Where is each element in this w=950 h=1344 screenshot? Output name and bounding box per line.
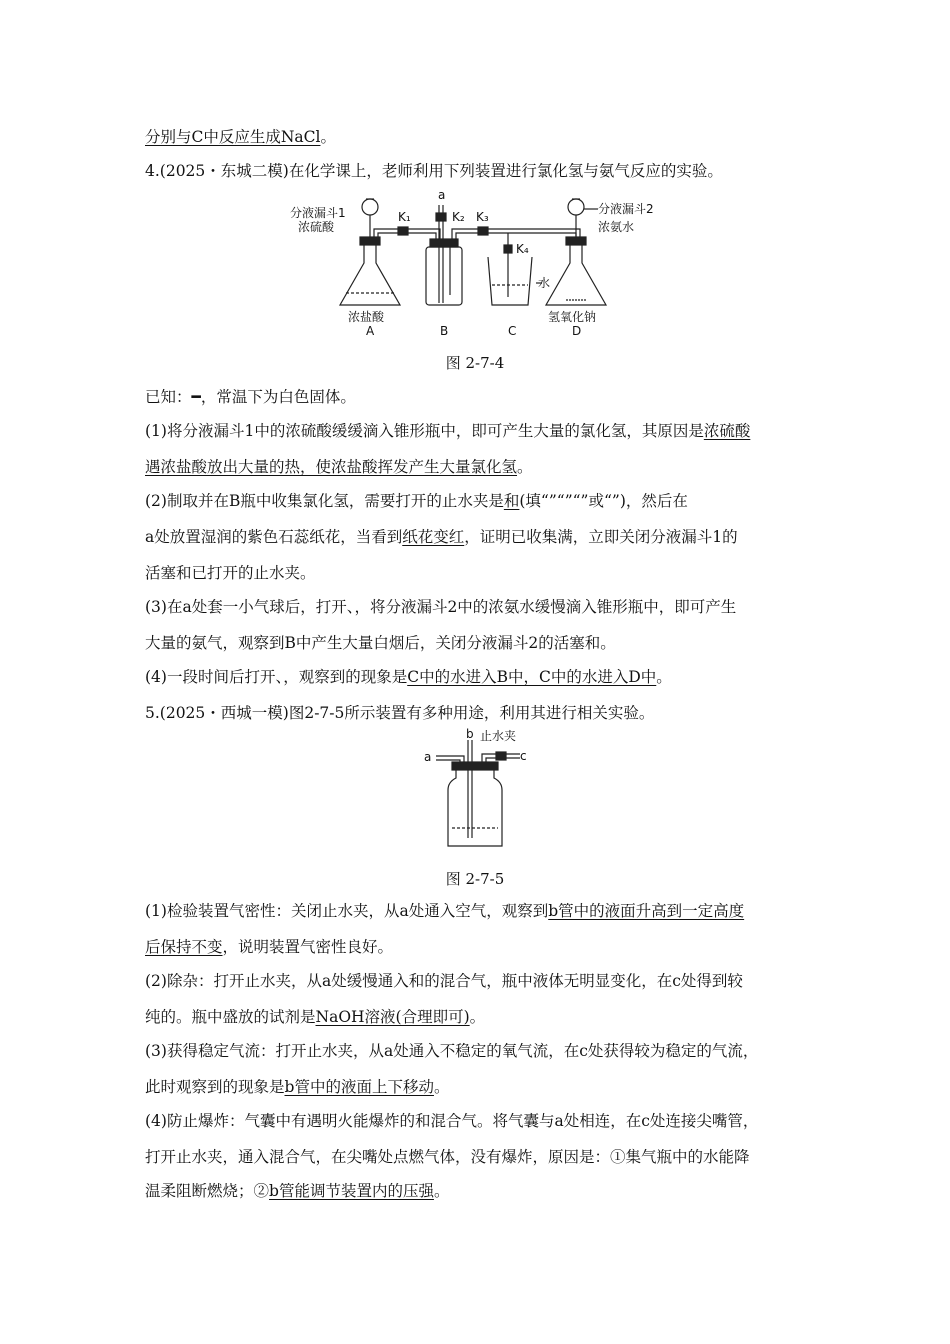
bottle-b [426, 247, 462, 305]
label-shui: 水 [538, 276, 551, 290]
clamp-k3 [478, 227, 488, 235]
flask-d [546, 243, 606, 305]
label-k1: K₁ [398, 210, 411, 224]
q5-part-4-line-2: 打开止水夹，通入混合气，在尖嘴处点燃气体，没有爆炸，原因是：①集气瓶中的水能降 [145, 1148, 750, 1166]
clamp-k4 [504, 245, 512, 253]
text: 此时观察到的现象是 [145, 1078, 285, 1096]
answer-underline: b管能调节装置内的压强 [269, 1182, 434, 1200]
text: (2)制取并在B瓶中收集氯化氢，需要打开的止水夹是 [145, 492, 504, 510]
label-qingyanghuana: 氢氧化钠 [548, 310, 597, 324]
figure-caption-2: 图 2-7-5 [445, 870, 505, 888]
separatory-funnel-2 [568, 199, 584, 215]
label-nongyansuan: 浓盐酸 [348, 310, 385, 324]
part-3-line-2: 大量的氨气，观察到B中产生大量白烟后，关闭分液漏斗2的活塞和。 [145, 634, 616, 652]
label-a: a [424, 750, 432, 764]
gas-bottle [448, 768, 502, 846]
part-2-line-2 [145, 526, 738, 548]
answer-underline: C中的水进入B中，C中的水进入D中 [407, 668, 657, 686]
label-C: C [508, 324, 517, 338]
separatory-funnel-1 [362, 199, 378, 215]
text: 。 [320, 128, 336, 146]
answer-underline: 和 [503, 492, 520, 510]
question-4-heading: 4.(2025・东城二模)在化学课上，老师利用下列装置进行氯化氢与氨气反应的实验。 [145, 162, 723, 180]
question-5-heading: 5.(2025・西城一模)图2-7-5所示装置有多种用途，利用其进行相关实验。 [145, 704, 655, 722]
text: ，说明装置气密性良好。 [222, 938, 394, 956]
part-2-line-3: 活塞和已打开的止水夹。 [145, 564, 316, 582]
clamp-k1 [398, 227, 408, 235]
known-line: 已知：━，常温下为白色固体。 [145, 388, 356, 406]
text: 。 [469, 1008, 486, 1026]
q5-part-3-line-1: (3)获得稳定气流：打开止水夹，从a处通入不稳定的氧气流，在c处获得较为稳定的气流， [145, 1042, 759, 1060]
q5-part-2-line-1: (2)除杂：打开止水夹，从a处缓慢通入和的混合气，瓶中液体无明显变化，在c处得到较 [145, 972, 743, 990]
text-line-1 [145, 126, 336, 148]
part-1-line-2 [145, 456, 533, 478]
flask-a [340, 243, 400, 305]
part-2-line-1 [145, 490, 688, 512]
label-k3: K₃ [476, 210, 489, 224]
text: (4)一段时间后打开、，观察到的现象是 [145, 668, 408, 686]
q5-part-4-line-1: (4)防止爆炸：气囊中有遇明火能爆炸的和混合气。将气囊与a处相连，在c处连接尖嘴管， [145, 1112, 759, 1130]
answer-underline: 分别与C中反应生成NaCl [145, 128, 321, 146]
part-1-line-1 [145, 420, 750, 442]
answer-underline: 纸花变红 [402, 528, 465, 546]
label-b: b [466, 728, 474, 741]
label-A: A [366, 324, 375, 338]
q5-part-2-line-2 [145, 1006, 485, 1028]
clamp-k2 [436, 213, 446, 221]
label-nonganshui: 浓氨水 [598, 220, 635, 234]
answer-underline: NaOH溶液(合理即可) [315, 1008, 470, 1026]
label-D: D [572, 324, 582, 338]
answer-underline: b管中的液面升高到一定高度 [548, 902, 745, 920]
text: 。 [433, 1078, 450, 1096]
text: 。 [433, 1182, 450, 1200]
answer-underline: b管中的液面上下移动 [284, 1078, 434, 1096]
text: (填“”“”“”或“”)，然后在 [519, 492, 688, 510]
figure-caption-1: 图 2-7-4 [445, 354, 505, 372]
q5-part-1-line-1 [145, 900, 744, 922]
text: 。 [656, 668, 672, 686]
q5-part-3-line-2 [145, 1076, 449, 1098]
label-fen2: 分液漏斗2 [598, 202, 654, 216]
text: (1)检验装置气密性：关闭止水夹，从a处通入空气，观察到 [145, 902, 549, 920]
part-3-line-1: (3)在a处套一小气球后，打开、，将分液漏斗2中的浓氨水缓慢滴入锥形瓶中，即可产生 [145, 598, 737, 616]
answer-underline: 后保持不变 [145, 938, 223, 956]
label-c: c [520, 749, 527, 763]
q5-part-4-line-3 [145, 1180, 449, 1202]
label-a: a [438, 188, 446, 202]
text: (1)将分液漏斗1中的浓硫酸缓缓滴入锥形瓶中，即可产生大量的氯化氢，其原因是 [145, 422, 704, 440]
text: 。 [517, 458, 533, 476]
answer-underline: 浓硫酸 [703, 422, 751, 440]
text: a处放置湿润的紫色石蕊纸花，当看到 [145, 528, 403, 546]
pinch-clamp [496, 752, 506, 760]
part-4-line [145, 666, 672, 688]
label-B: B [440, 324, 449, 338]
label-k4: K₄ [516, 242, 529, 256]
label-nongliusuan: 浓硫酸 [298, 220, 335, 234]
label-fen1: 分液漏斗1 [290, 206, 346, 220]
q5-part-1-line-2 [145, 936, 393, 958]
label-zhishuijia: 止水夹 [480, 729, 517, 743]
text: ，证明已收集满，立即关闭分液漏斗1的 [464, 528, 738, 546]
text: 纯的。瓶中盛放的试剂是 [145, 1008, 316, 1026]
answer-underline: 遇浓盐酸放出大量的热，使浓盐酸挥发产生大量氯化氢 [145, 458, 518, 476]
beaker-c [488, 257, 532, 305]
apparatus-figure-2-7-4 [280, 185, 680, 340]
label-k2: K₂ [452, 210, 465, 224]
text: 温柔阻断燃烧；② [145, 1182, 270, 1200]
apparatus-figure-2-7-5 [420, 728, 530, 853]
